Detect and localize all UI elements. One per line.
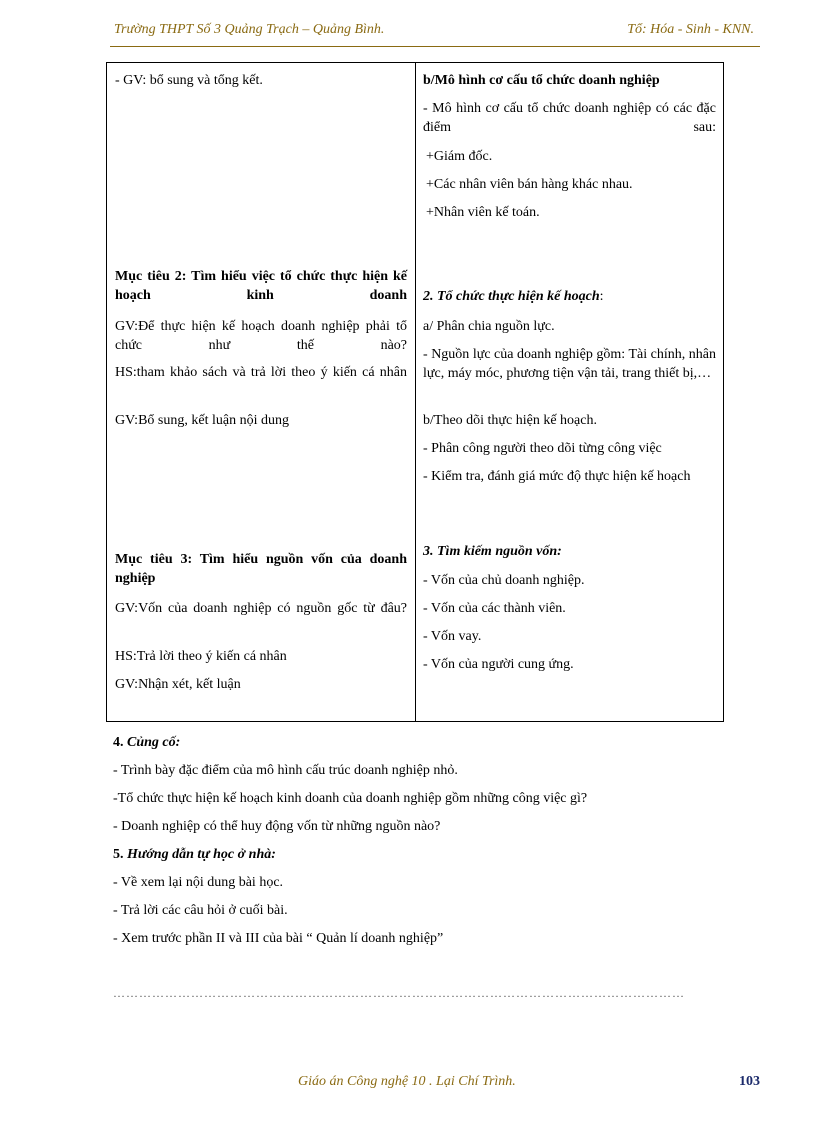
homework-number: 5. xyxy=(113,847,127,862)
header-department: Tổ: Hóa - Sinh - KNN. xyxy=(627,22,754,37)
objective2-gv-conclusion: GV:Bổ sung, kết luận nội dung xyxy=(115,413,289,428)
consolidation-item: - Doanh nghiệp có thể huy động vốn từ những nguồn nào? xyxy=(113,819,441,834)
plan-monitoring-title: b/Theo dõi thực hiện kế hoạch. xyxy=(423,413,597,428)
consolidation-heading xyxy=(113,733,180,752)
objective2-gv-question: GV:Để thực hiện kế hoạch doanh nghiệp phải tổ chức như thế nào? xyxy=(115,319,407,353)
capital-item-members: - Vốn của các thành viên. xyxy=(423,601,566,616)
page-number: 103 xyxy=(739,1074,760,1089)
resource-allocation-title: a/ Phân chia nguồn lực. xyxy=(423,319,555,334)
lesson-table xyxy=(106,62,724,722)
consolidation-title: Củng cố: xyxy=(127,735,181,750)
section2-title xyxy=(423,287,716,306)
objective3-hs-answer: HS:Trả lời theo ý kiến cá nhân xyxy=(115,649,287,664)
plan-monitoring-item-assign: - Phân công người theo dõi từng công việc xyxy=(423,441,662,456)
homework-heading xyxy=(113,845,276,864)
homework-item: - Xem trước phần II và III của bài “ Quản lí doanh nghiệp” xyxy=(113,931,444,946)
footer-text: Giáo án Công nghệ 10 . Lại Chí Trình. xyxy=(298,1074,516,1089)
dotted-separator: …………………………………………………………………………………………………………………… xyxy=(113,986,685,1000)
header-rule xyxy=(110,46,760,47)
plan-monitoring-item-evaluate: - Kiểm tra, đánh giá mức độ thực hiện kế hoạch xyxy=(423,469,691,484)
capital-item-loan: - Vốn vay. xyxy=(423,629,482,644)
section3-title: 3. Tìm kiếm nguồn vốn: xyxy=(423,544,562,559)
consolidation-item: -Tổ chức thực hiện kế hoạch kinh doanh của doanh nghiệp gồm những công việc gì? xyxy=(113,791,588,806)
model-item-accountant: +Nhân viên kế toán. xyxy=(426,205,540,220)
objective3-title: Mục tiêu 3: Tìm hiểu nguồn vốn của doanh nghiệp xyxy=(115,552,407,586)
gv-summary: - GV: bổ sung và tổng kết. xyxy=(115,73,263,88)
consolidation-number: 4. xyxy=(113,735,127,750)
model-title: b/Mô hình cơ cấu tổ chức doanh nghiệp xyxy=(423,73,660,88)
homework-title: Hướng dẫn tự học ở nhà: xyxy=(127,847,276,862)
section2-title-text: 2. Tổ chức thực hiện kế hoạch xyxy=(423,289,600,304)
header-school: Trường THPT Số 3 Quảng Trạch – Quảng Bình. xyxy=(114,22,385,37)
section2-title-colon: : xyxy=(599,289,604,304)
consolidation-item: - Trình bày đặc điểm của mô hình cấu trúc doanh nghiệp nhỏ. xyxy=(113,763,458,778)
capital-item-supplier: - Vốn của người cung ứng. xyxy=(423,657,574,672)
content-cell xyxy=(416,63,724,722)
objective2-title: Mục tiêu 2: Tìm hiểu việc tổ chức thực hiện kế hoạch kinh doanh xyxy=(115,269,407,303)
capital-item-owner: - Vốn của chủ doanh nghiệp. xyxy=(423,573,585,588)
model-description: - Mô hình cơ cấu tổ chức doanh nghiệp có các đặc điểm sau: xyxy=(423,101,716,135)
objective2-hs-answer: HS:tham khảo sách và trả lời theo ý kiến cá nhân xyxy=(115,365,407,380)
homework-item: - Về xem lại nội dung bài học. xyxy=(113,875,284,890)
model-item-director: +Giám đốc. xyxy=(426,149,493,164)
homework-item: - Trả lời các câu hỏi ở cuối bài. xyxy=(113,903,288,918)
objective3-gv-conclusion: GV:Nhận xét, kết luận xyxy=(115,677,241,692)
model-item-sales: +Các nhân viên bán hàng khác nhau. xyxy=(426,177,633,192)
objective3-gv-question: GV:Vốn của doanh nghiệp có nguồn gốc từ đâu? xyxy=(115,601,407,616)
resource-allocation-desc: - Nguồn lực của doanh nghiệp gồm: Tài chính, nhân lực, máy móc, phương tiện vận tải, trang thiết bị,… xyxy=(423,347,716,381)
teacher-activity-cell xyxy=(107,63,416,722)
